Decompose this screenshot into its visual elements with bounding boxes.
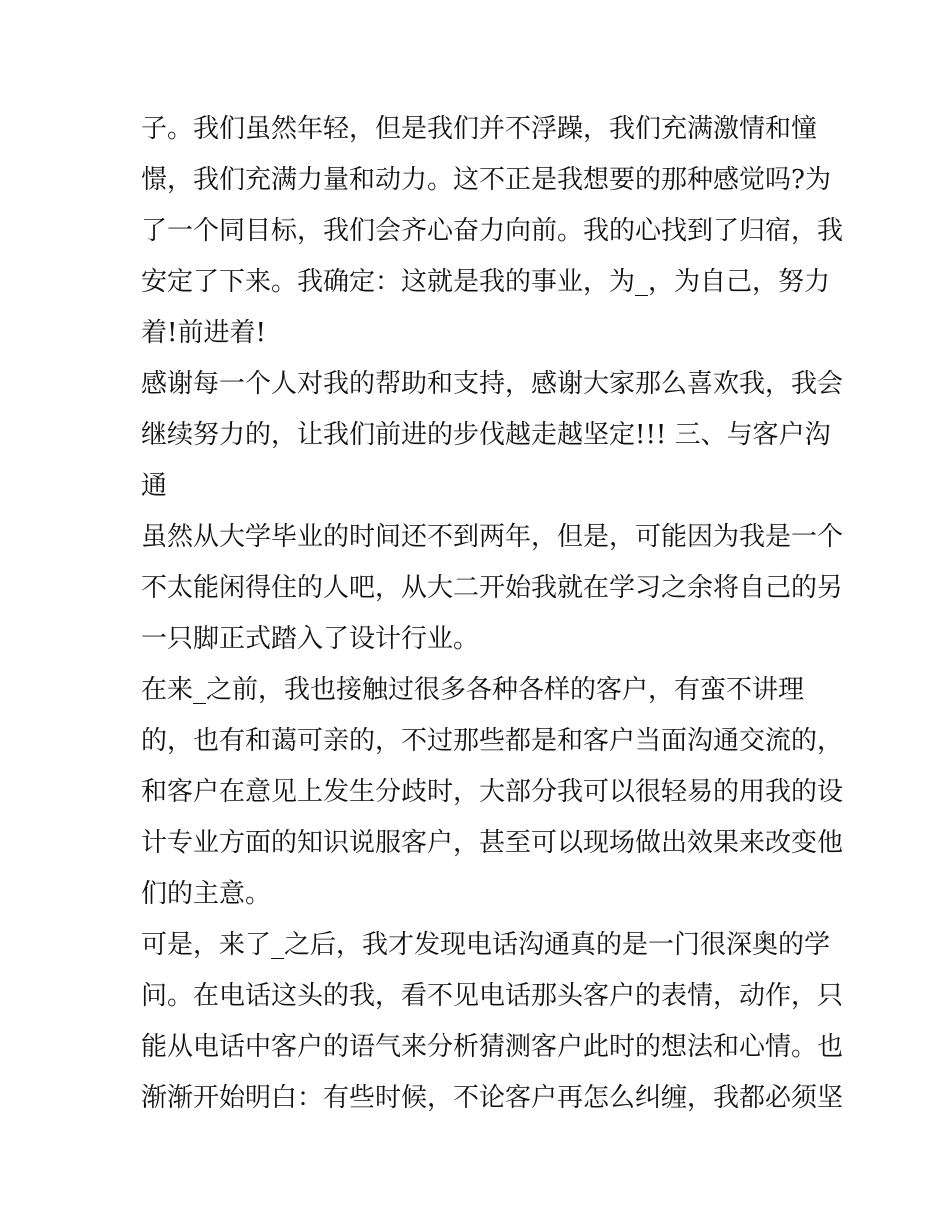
body-text — [141, 104, 844, 1124]
text-line: 在来_之前，我也接触过很多各种各样的客户，有蛮不讲理 — [141, 675, 805, 705]
text-line: 通 — [141, 471, 168, 501]
text-line: 虽然从大学毕业的时间还不到两年，但是，可能因为我是一个 — [141, 522, 844, 552]
text-line: 能从电话中客户的语气来分析猜测客户此时的想法和心情。也 — [141, 1032, 844, 1062]
text-line: 感谢每一个人对我的帮助和支持，感谢大家那么喜欢我，我会 — [141, 369, 844, 399]
text-line: 们的主意。 — [141, 879, 272, 909]
text-line: 计专业方面的知识说服客户，甚至可以现场做出效果来改变他 — [141, 828, 844, 858]
text-line: 安定了下来。我确定：这就是我的事业，为_，为自己，努力 — [141, 267, 831, 297]
text-line: 的，也有和蔼可亲的，不过那些都是和客户当面沟通交流的， — [141, 726, 844, 756]
text-line: 子。我们虽然年轻，但是我们并不浮躁，我们充满激情和憧 — [141, 114, 818, 144]
text-line: 问。在电话这头的我，看不见电话那头客户的表情，动作，只 — [141, 981, 844, 1011]
text-line: 可是，来了_之后，我才发现电话沟通真的是一门很深奥的学 — [141, 930, 831, 960]
text-line: 憬，我们充满力量和动力。这不正是我想要的那种感觉吗?为 — [141, 165, 831, 195]
text-line: 一只脚正式踏入了设计行业。 — [141, 624, 480, 654]
text-line: 和客户在意见上发生分歧时，大部分我可以很轻易的用我的设 — [141, 777, 844, 807]
text-line: 着!前进着! — [141, 318, 266, 348]
text-line: 了一个同目标，我们会齐心奋力向前。我的心找到了归宿，我 — [141, 216, 844, 246]
text-line: 不太能闲得住的人吧，从大二开始我就在学习之余将自己的另 — [141, 573, 844, 603]
text-line: 继续努力的，让我们前进的步伐越走越坚定!!! 三、与客户沟 — [141, 420, 831, 450]
text-line: 渐渐开始明白：有些时候，不论客户再怎么纠缠，我都必须坚 — [141, 1083, 844, 1113]
